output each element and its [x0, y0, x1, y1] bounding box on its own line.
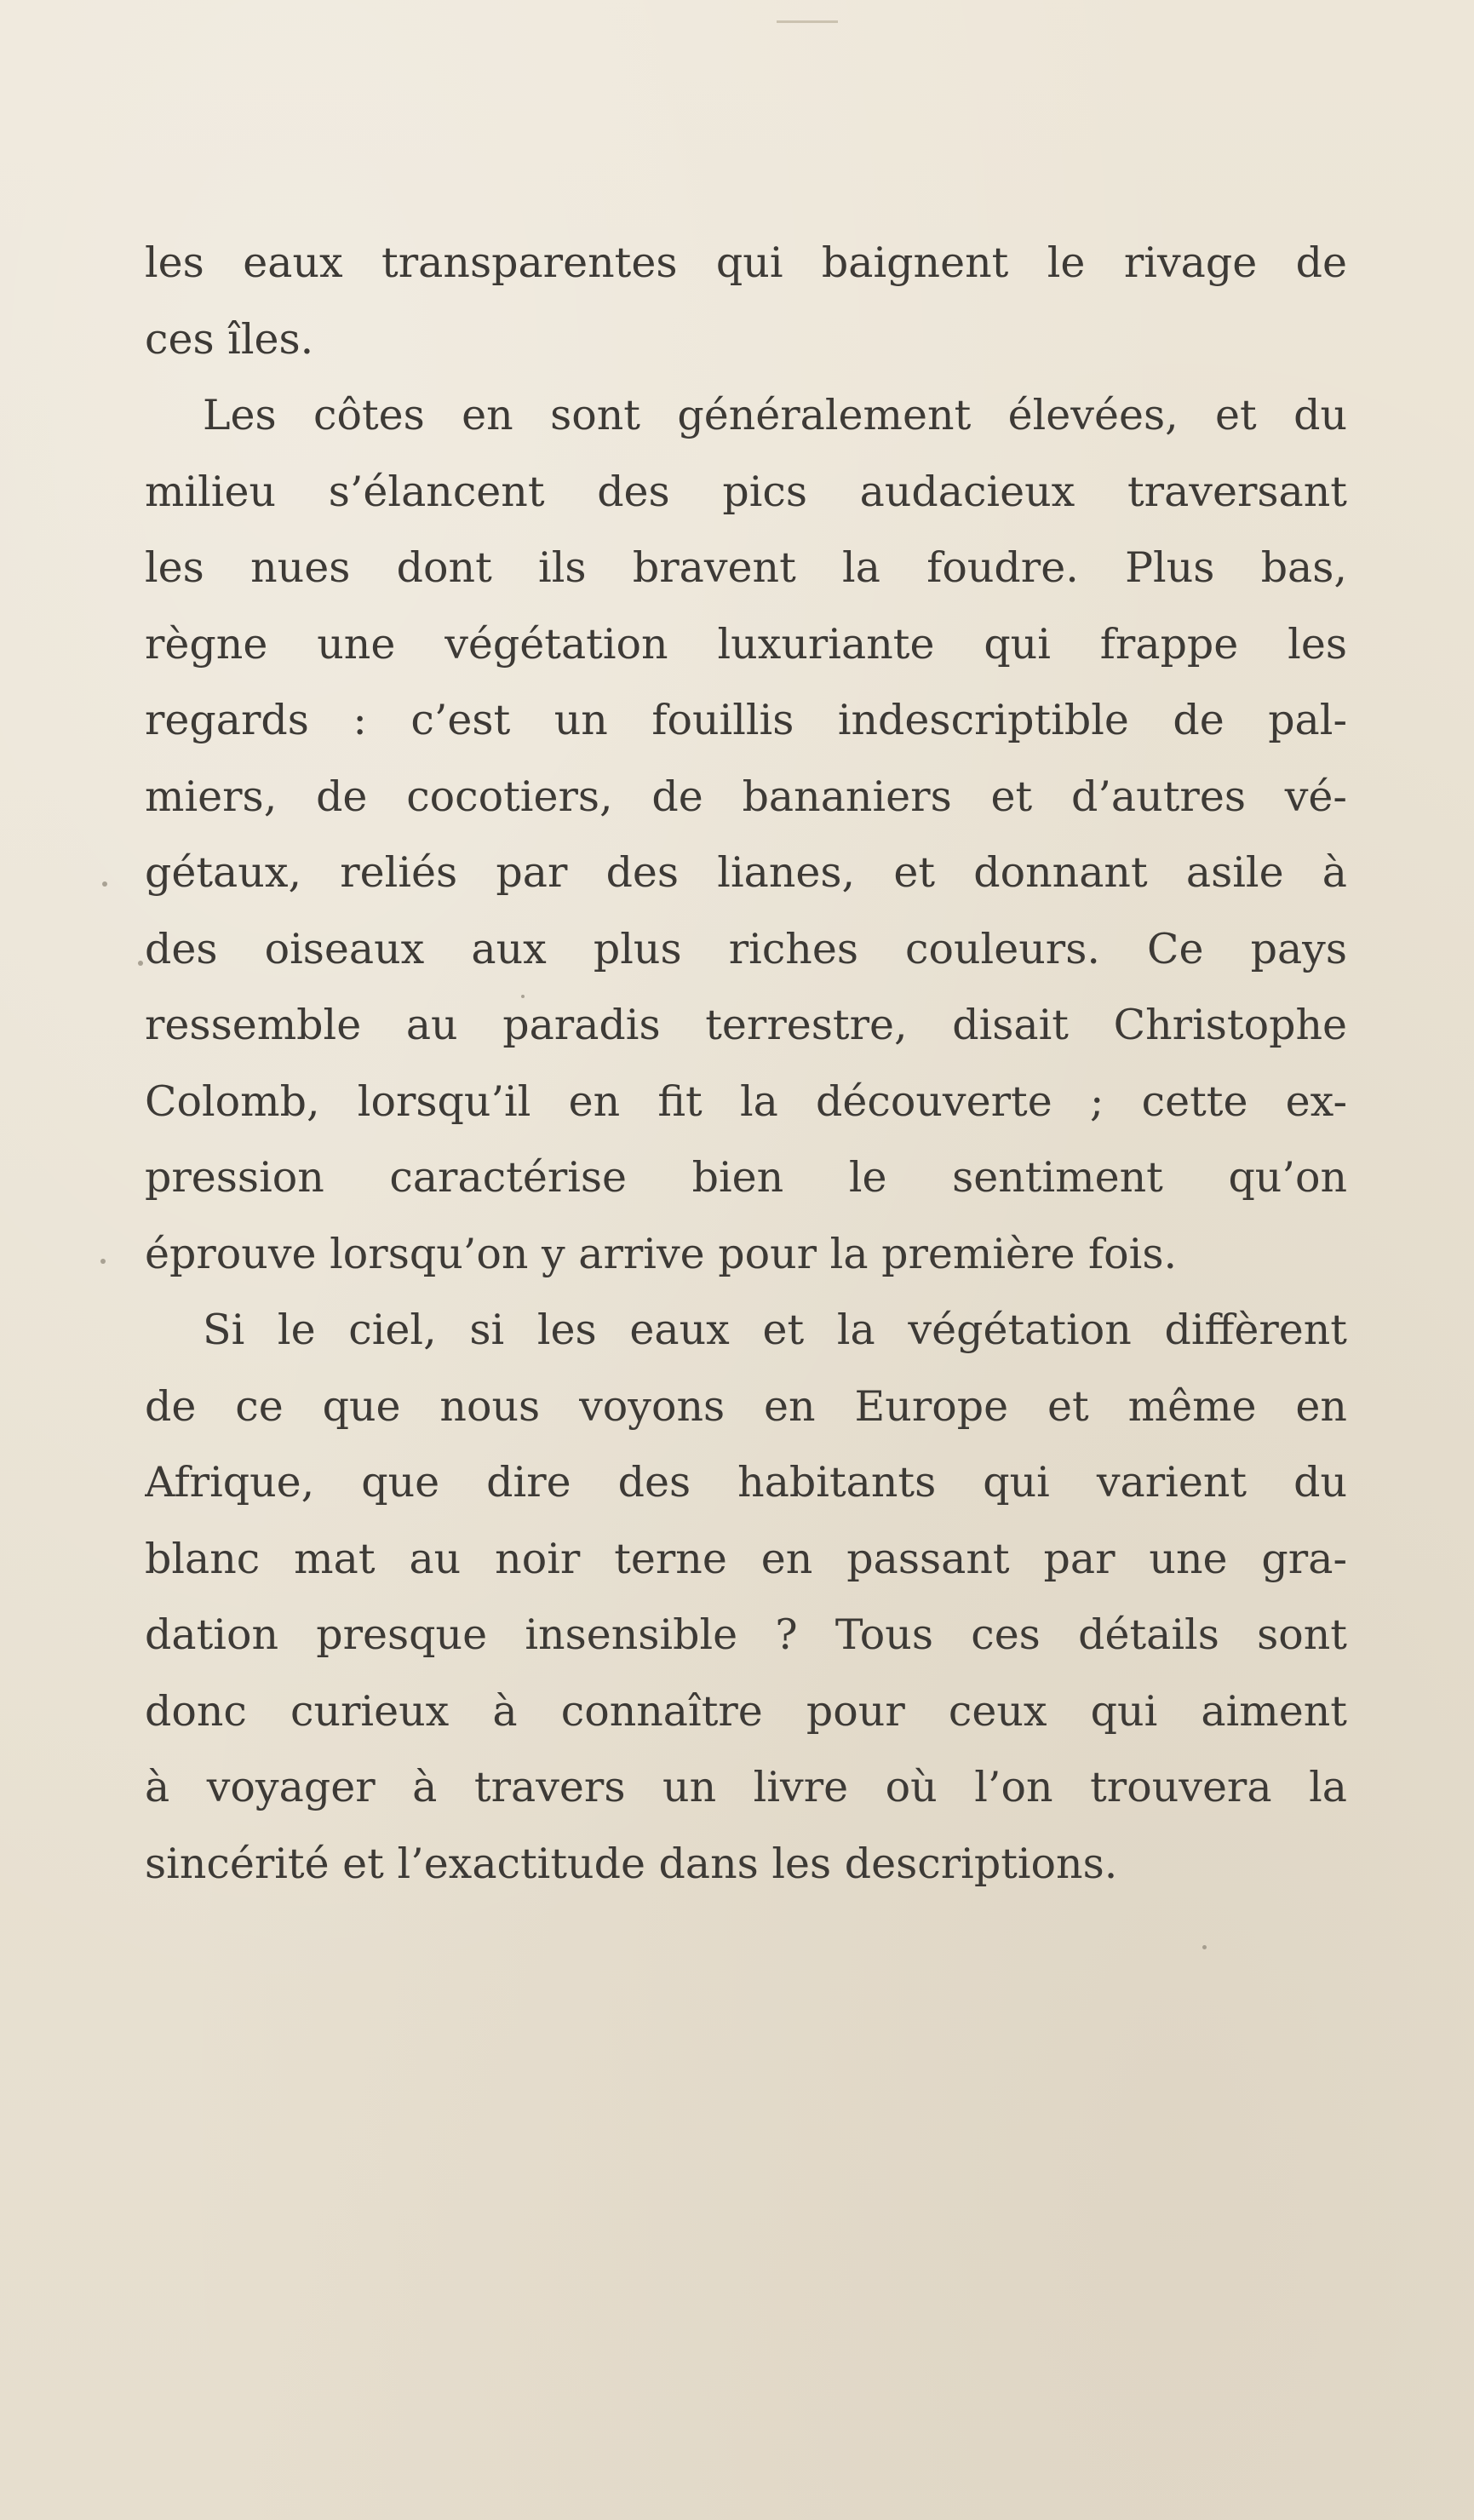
text-line: éprouve lorsqu’on y arrive pour la première fois. — [145, 1229, 1178, 1278]
text-line: milieu s’élancent des pics audacieux traversant — [145, 467, 1347, 516]
body-text — [145, 225, 1347, 1902]
page-top-mark — [777, 20, 838, 23]
text-line: dation presque insensible ? Tous ces détails sont — [145, 1610, 1347, 1659]
text-line: donc curieux à connaître pour ceux qui aiment — [145, 1686, 1347, 1736]
text-line: règne une végétation luxuriante qui frappe les — [145, 619, 1347, 669]
paragraph-start-line: Si le ciel, si les eaux et la végétation diffèrent — [203, 1306, 1347, 1354]
text-line: les eaux transparentes qui baignent le rivage de — [145, 238, 1347, 287]
paper-speck — [138, 961, 143, 966]
text-line: des oiseaux aux plus riches couleurs. Ce pays — [145, 924, 1347, 973]
text-line: ressemble au paradis terrestre, disait Christophe — [145, 1001, 1347, 1049]
paper-speck — [1202, 1945, 1207, 1949]
text-line: de ce que nous voyons en Europe et même en — [145, 1381, 1347, 1431]
text-line: miers, de cocotiers, de bananiers et d’autres vé- — [145, 772, 1347, 821]
text-line: sincérité et l’exactitude dans les descriptions. — [145, 1839, 1118, 1888]
text-line: pression caractérise bien le sentiment qu’on — [145, 1153, 1347, 1202]
text-line: les nues dont ils bravent la foudre. Plus bas, — [145, 543, 1347, 592]
text-line: à voyager à travers un livre où l’on trouvera la — [145, 1763, 1347, 1811]
text-line: Afrique, que dire des habitants qui varient du — [145, 1458, 1347, 1507]
text-line: regards : c’est un fouillis indescriptible de pal- — [145, 696, 1347, 744]
text-line: Colomb, lorsqu’il en fit la découverte ; cette ex- — [145, 1076, 1347, 1126]
text-line: ces îles. — [145, 314, 314, 364]
text-line: gétaux, reliés par des lianes, et donnant asile à — [145, 848, 1347, 897]
paper-speck — [100, 1259, 106, 1264]
paper-speck — [521, 995, 525, 998]
text-line: blanc mat au noir terne en passant par une gra- — [145, 1534, 1347, 1583]
paragraph-start-line: Les côtes en sont généralement élevées, et du — [203, 391, 1347, 439]
paper-speck — [102, 881, 107, 887]
